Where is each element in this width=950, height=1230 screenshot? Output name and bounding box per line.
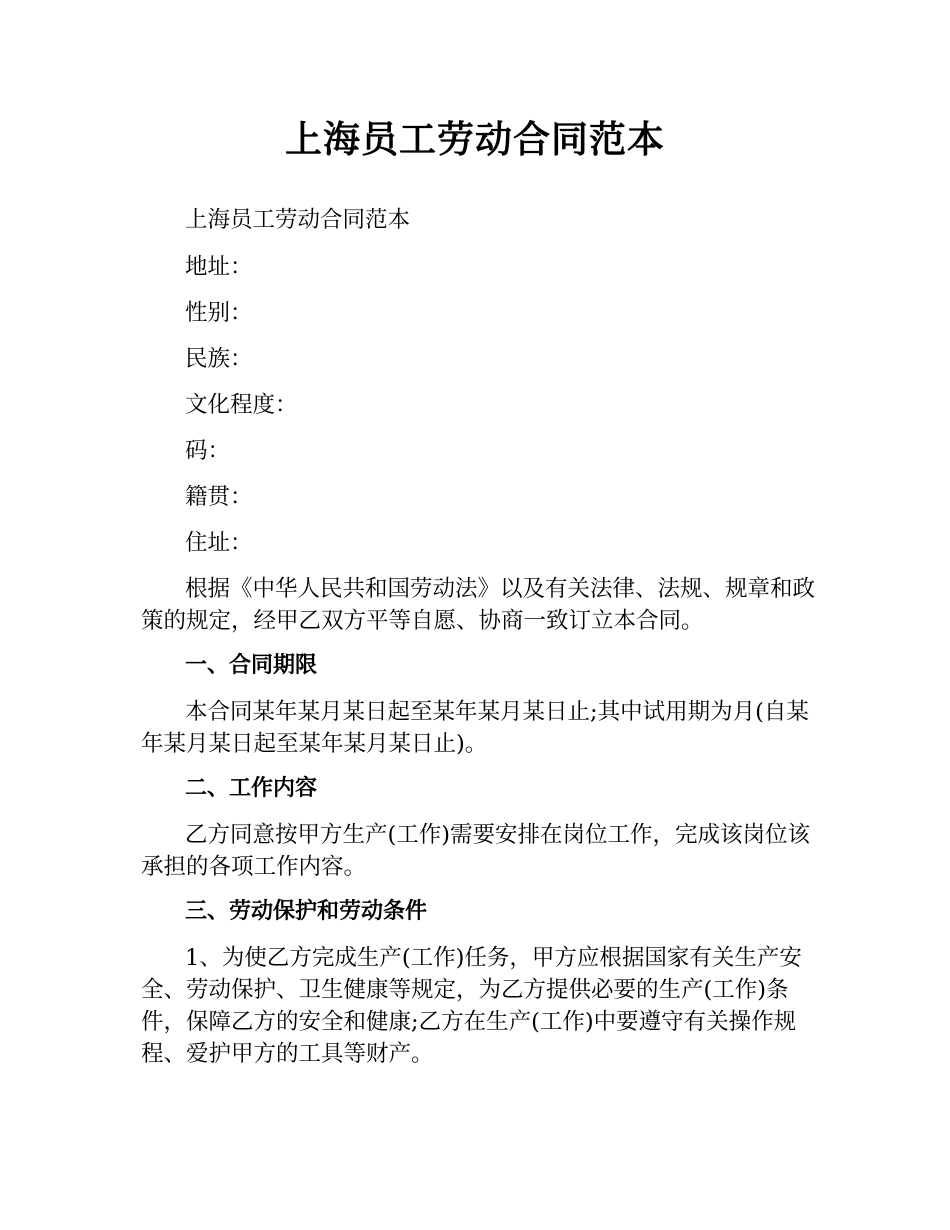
document-subtitle: 上海员工劳动合同范本	[185, 207, 411, 233]
section-paragraph-work: 乙方同意按甲方生产(工作)需要安排在岗位工作，完成该岗位该承担的各项工作内容。	[141, 822, 811, 880]
field-address: 地址：	[185, 254, 253, 280]
field-native-place: 籍贯：	[185, 484, 253, 510]
section-heading-work: 二、工作内容	[185, 776, 318, 801]
field-code: 码：	[185, 438, 231, 464]
section-heading-term: 一、合同期限	[185, 653, 318, 678]
field-ethnicity: 民族：	[185, 346, 253, 372]
section-paragraph-term: 本合同某年某月某日起至某年某月某日止;其中试用期为月(自某年某月某日起至某年某月某日止)。	[141, 699, 809, 757]
document-title: 上海员工劳动合同范本	[285, 118, 665, 161]
field-gender: 性别：	[185, 300, 253, 326]
field-residence: 住址：	[185, 530, 253, 556]
section-paragraph-protection: 1、为使乙方完成生产(工作)任务，甲方应根据国家有关生产安全、劳动保护、卫生健康等规定，为乙方提供必要的生产(工作)条件，保障乙方的安全和健康;乙方在生产(工作)中要遵守有关操作规程、爱护甲方的工具等财产。	[141, 945, 802, 1067]
intro-paragraph: 根据《中华人民共和国劳动法》以及有关法律、法规、规章和政策的规定，经甲乙双方平等自愿、协商一致订立本合同。	[141, 576, 816, 634]
section-heading-protection: 三、劳动保护和劳动条件	[185, 899, 428, 924]
field-education: 文化程度：	[185, 392, 298, 418]
